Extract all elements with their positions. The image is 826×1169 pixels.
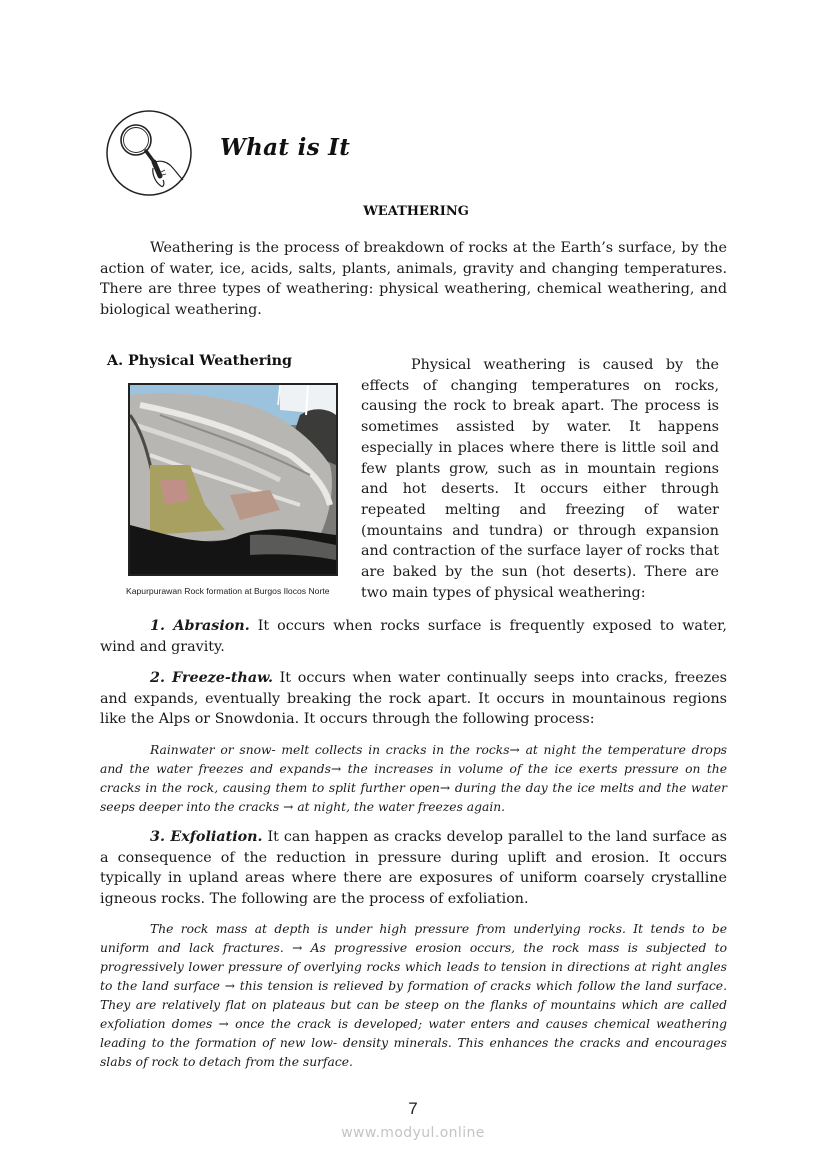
watermark: www.modyul.online (341, 1125, 485, 1141)
exfoliation-process: The rock mass at depth is under high pressure from underlying rocks. It tends to be uniform and lack fractures. → As progressive erosion occurs, the rock mass is subjected to progressively lower pressure of overlying rocks which leads to tension in directions at right angles to the land surface → this tension is relieved by formation of cracks which follow the land surface. They are relatively flat on plateaus but can be steep on the flanks of mountains which are called exfoliation domes → once the crack is developed; water enters and causes chemical weathering leading to the formation of new low- density minerals. This enhances the cracks and encourages slabs of rock to detach from the surface. (100, 922, 727, 1069)
section-title: WEATHERING (363, 204, 469, 219)
page-title: What is It (220, 134, 351, 161)
rock-formation-photo (128, 383, 338, 576)
magnifying-glass-in-hand-icon (105, 110, 193, 196)
freeze-thaw-process: Rainwater or snow- melt collects in cracks in the rocks→ at night the temperature drops and the water freezes and expands→ the increases in volume of the ice exerts pressure on the cracks in the rock, causing them to split further open→ during the day the ice melts and the water seeps deeper into the cracks → at night, the water freezes again. (100, 743, 727, 814)
abrasion-label: 1. Abrasion. (150, 618, 250, 634)
abrasion-item: 1. Abrasion. It occurs when rocks surface is frequently exposed to water, wind and gravity. (100, 618, 727, 655)
intro-paragraph: Weathering is the process of breakdown of rocks at the Earth’s surface, by the action of water, ice, acids, salts, plants, animals, gravity and changing temperatures. There are three types of weathering: physical weathering, chemical weathering, and biological weathering. (100, 240, 727, 319)
photo-caption: Kapurpurawan Rock formation at Burgos Ilocos Norte (126, 586, 330, 596)
page-number: 7 (408, 1099, 418, 1118)
freeze-thaw-item: 2. Freeze-thaw. It occurs when water continually seeps into cracks, freezes and expands, eventually breaking the rock apart. It occurs in mountainous regions like the Alps or Snowdonia. It occurs through the following process: (100, 670, 727, 728)
exfoliation-label: 3. Exfoliation. (150, 829, 263, 845)
physical-weathering-heading: A. Physical Weathering (107, 353, 293, 369)
exfoliation-item: 3. Exfoliation. It can happen as cracks develop parallel to the land surface as a consequence of the reduction in pressure during uplift and erosion. It occurs typically in upland areas where there are exposures of uniform coarsely crystalline igneous rocks. The following are the process of exfoliation. (100, 829, 727, 908)
physical-weathering-description: Physical weathering is caused by the effects of changing temperatures on rocks, causing the rock to break apart. The process is sometimes assisted by water. It happens especially in places where there is little soil and few plants grow, such as in mountain regions and hot deserts. It occurs either through repeated melting and freezing of water (mountains and tundra) or through expansion and contraction of the surface layer of rocks that are baked by the sun (hot deserts). There are two main types of physical weathering: (361, 357, 719, 601)
freeze-thaw-label: 2. Freeze-thaw. (150, 670, 273, 686)
